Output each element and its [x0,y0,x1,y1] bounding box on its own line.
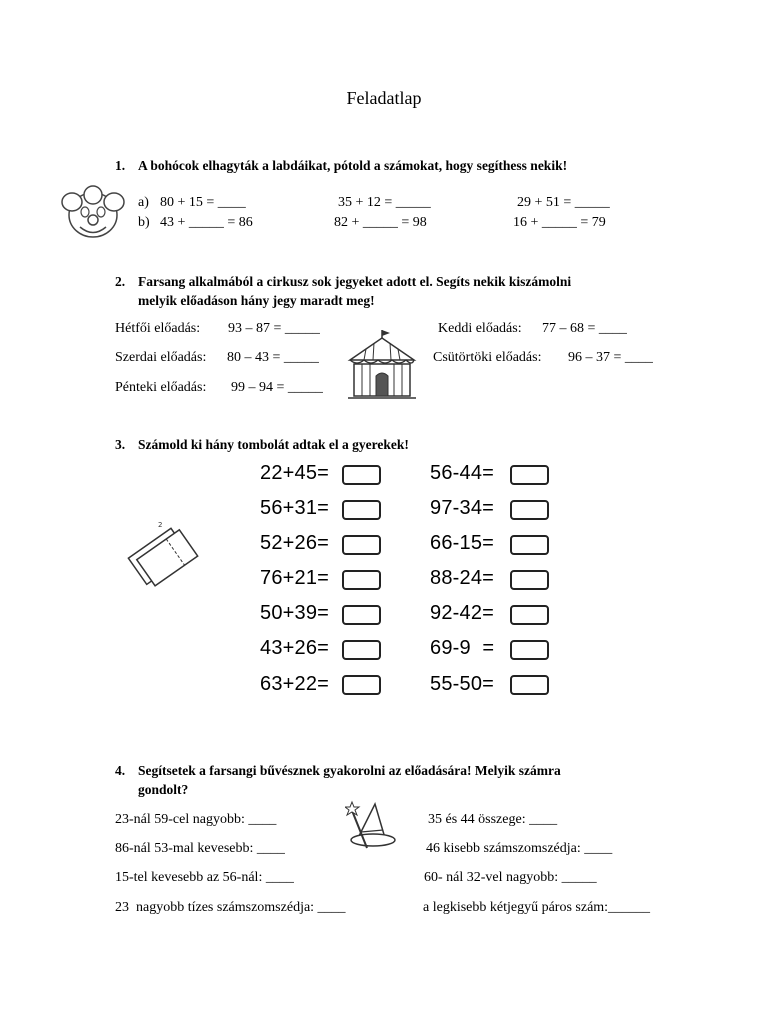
answer-box[interactable] [342,500,381,520]
answer-box[interactable] [342,535,381,555]
eq-left-2: 56+31= [260,497,330,519]
eq-left-6: 43+26= [260,637,330,659]
circus-tent-icon [340,328,424,402]
answer-box[interactable] [342,570,381,590]
eq-right-4: 88-24= [430,567,495,589]
thursday-label: Csütörtöki előadás: [433,350,542,365]
monday-label: Hétfői előadás: [115,321,201,336]
answer-box[interactable] [342,640,381,660]
eq-right-5: 92-42= [430,602,495,624]
task4-right-4: a legkisebb kétjegyű páros szám:______ [423,900,651,915]
task4-prompt-line1: Segítsetek a farsangi bűvésznek gyakorolni az előadására! Melyik számra [138,763,561,778]
clown-face-icon [58,182,128,242]
eq-left-3: 52+26= [260,532,330,554]
task4-number: 4. [115,763,126,778]
thursday-expr: 96 – 37 = ____ [568,350,653,365]
monday-expr: 93 – 87 = _____ [228,321,320,336]
row-b-item-2: 82 + _____ = 98 [334,215,427,230]
svg-text:2: 2 [158,521,163,529]
answer-box[interactable] [510,675,549,695]
task4-right-2: 46 kisebb számszomszédja: ____ [426,841,613,856]
page-title: Feladatlap [346,88,422,108]
row-a-item-1: 80 + 15 = ____ [160,195,246,210]
task4-left-4: 23 nagyobb tízes számszomszédja: ____ [115,900,346,915]
row-a-item-2: 35 + 12 = _____ [338,195,431,210]
tuesday-label: Keddi előadás: [438,321,522,336]
task2-prompt-line1: Farsang alkalmából a cirkusz sok jegyeket adott el. Segíts nekik kiszámolni [138,274,572,289]
row-b-label: b) [138,215,150,230]
task2-prompt-line2: melyik előadáson hány jegy maradt meg! [138,293,375,308]
answer-box[interactable] [342,465,381,485]
task4-prompt-line2: gondolt? [138,782,189,797]
row-a-item-3: 29 + 51 = _____ [517,195,610,210]
answer-box[interactable] [510,570,549,590]
tuesday-expr: 77 – 68 = ____ [542,321,627,336]
eq-right-2: 97-34= [430,497,495,519]
task2-number: 2. [115,274,126,289]
eq-left-5: 50+39= [260,602,330,624]
task1-number: 1. [115,158,126,173]
row-a-label: a) [138,195,149,210]
task4-left-2: 86-nál 53-mal kevesebb: ____ [115,841,285,856]
answer-box[interactable] [510,465,549,485]
answer-box[interactable] [510,605,549,625]
eq-left-1: 22+45= [260,462,330,484]
answer-box[interactable] [342,675,381,695]
wednesday-expr: 80 – 43 = _____ [227,350,319,365]
answer-box[interactable] [342,605,381,625]
friday-expr: 99 – 94 = _____ [231,380,323,395]
answer-box[interactable] [510,535,549,555]
eq-right-3: 66-15= [430,532,495,554]
eq-left-4: 76+21= [260,567,330,589]
wizard-hat-icon [345,800,401,856]
answer-box[interactable] [510,640,549,660]
row-b-item-1: 43 + _____ = 86 [160,215,253,230]
task4-left-3: 15-tel kevesebb az 56-nál: ____ [115,870,294,885]
raffle-ticket-icon [120,518,200,598]
task1-prompt: A bohócok elhagyták a labdáikat, pótold a számokat, hogy segíthess nekik! [138,158,568,173]
task3-prompt: Számold ki hány tombolát adtak el a gyerekek! [138,437,409,452]
task3-number: 3. [115,437,126,452]
task4-right-1: 35 és 44 összege: ____ [428,812,558,827]
answer-box[interactable] [510,500,549,520]
row-b-item-3: 16 + _____ = 79 [513,215,606,230]
task4-left-1: 23-nál 59-cel nagyobb: ____ [115,812,277,827]
friday-label: Pénteki előadás: [115,380,207,395]
eq-left-7: 63+22= [260,673,330,695]
eq-right-1: 56-44= [430,462,495,484]
task4-right-3: 60- nál 32-vel nagyobb: _____ [424,870,597,885]
wednesday-label: Szerdai előadás: [115,350,207,365]
eq-right-6: 69-9 = [430,637,495,659]
eq-right-7: 55-50= [430,673,495,695]
